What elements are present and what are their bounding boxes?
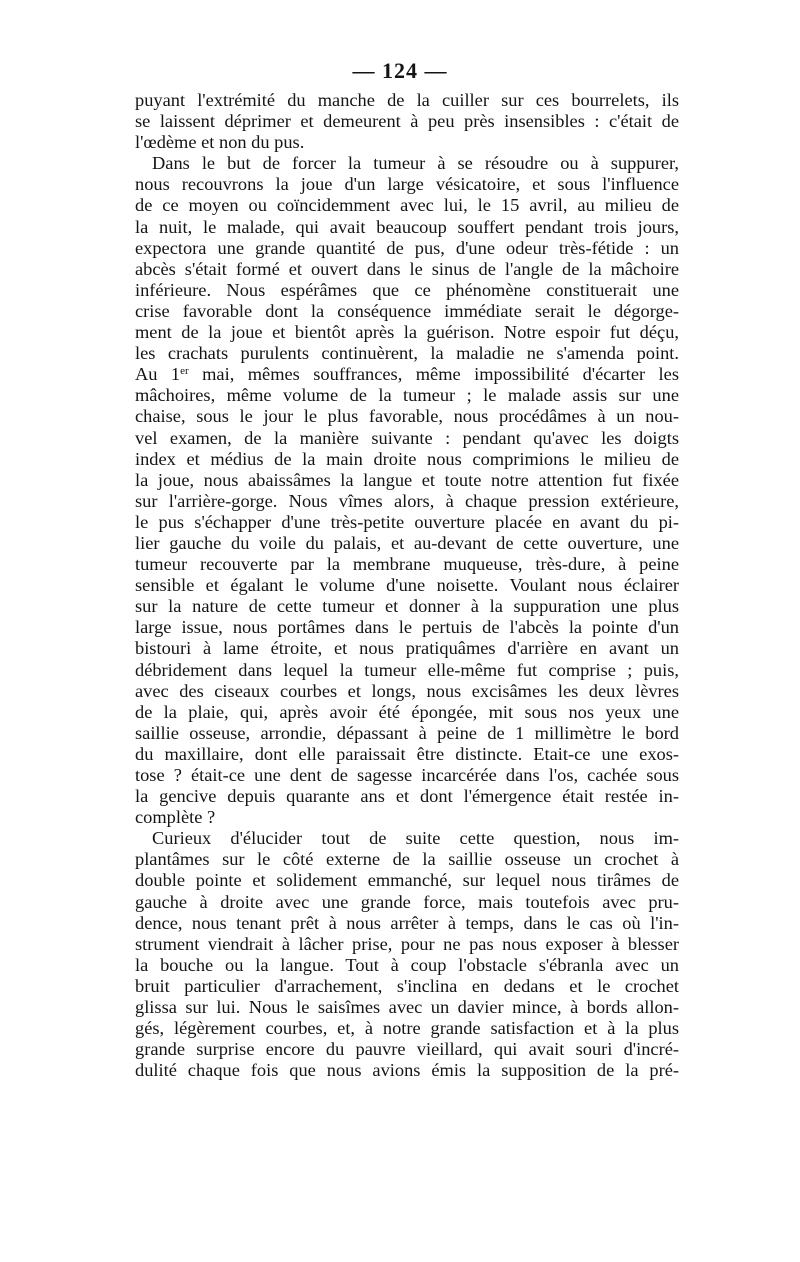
- text-line: vel examen, de la manière suivante : pendant qu'avec les doigts: [135, 427, 679, 448]
- text-line: de ce moyen ou coïncidemment avec lui, le 15 avril, au milieu de: [135, 195, 679, 216]
- text-line: complète ?: [135, 807, 216, 828]
- text-line: chaise, sous le jour le plus favorable, nous procédâmes à un nou-: [135, 406, 679, 427]
- text-line: le pus s'échapper d'une très-petite ouverture placée en avant du pi-: [135, 511, 679, 532]
- text-line: la joue, nous abaissâmes la langue et toute notre attention fut fixée: [135, 469, 679, 490]
- text-line: bruit particulier d'arrachement, s'inclina en dedans et le crochet: [135, 975, 679, 996]
- text-line: la nuit, le malade, qui avait beaucoup souffert pendant trois jours,: [135, 216, 679, 237]
- paragraph: [135, 90, 679, 153]
- text-line: Curieux d'élucider tout de suite cette question, nous im-: [152, 828, 679, 849]
- text-line: l'œdème et non du pus.: [135, 132, 305, 153]
- text-line: abcès s'était formé et ouvert dans le sinus de l'angle de la mâchoire: [135, 258, 679, 279]
- text-line: glissa sur lui. Nous le saisîmes avec un davier mince, à bords allon-: [135, 997, 679, 1018]
- text-line: lier gauche du voile du palais, et au-devant de cette ouverture, une: [135, 532, 679, 553]
- text-line: avec des ciseaux courbes et longs, nous excisâmes les deux lèvres: [135, 680, 679, 701]
- text-line: sur la nature de cette tumeur et donner à la suppuration une plus: [135, 596, 679, 617]
- text-line: dence, nous tenant prêt à nous arrêter à temps, dans le cas où l'in-: [135, 912, 679, 933]
- text-line: du maxillaire, dont elle paraissait être distincte. Etait-ce une exos-: [135, 743, 679, 764]
- text-line: double pointe et solidement emmanché, sur lequel nous tirâmes de: [135, 870, 679, 891]
- text-line: mâchoires, même volume de la tumeur ; le malade assis sur une: [135, 385, 679, 406]
- text-line: grande surprise encore du pauvre vieillard, qui avait souri d'incré-: [135, 1039, 679, 1060]
- text-line: Au 1er mai, mêmes souffrances, même impossibilité d'écarter les: [135, 364, 679, 385]
- text-line: crise favorable dont la conséquence immédiate serait le dégorge-: [135, 300, 679, 321]
- page-number: — 124 —: [352, 58, 448, 83]
- text-line: la gencive depuis quarante ans et dont l'émergence était restée in-: [135, 786, 679, 807]
- text-line: dulité chaque fois que nous avions émis la supposition de la pré-: [135, 1060, 679, 1081]
- text-line: se laissent déprimer et demeurent à peu près insensibles : c'était de: [135, 111, 679, 132]
- text-line: plantâmes sur le côté externe de la saillie osseuse un crochet à: [135, 849, 679, 870]
- text-line: large issue, nous portâmes dans le pertuis de l'abcès la pointe d'un: [135, 617, 679, 638]
- text-line: strument viendrait à lâcher prise, pour ne pas nous exposer à blesser: [135, 933, 679, 954]
- text-line: de la plaie, qui, après avoir été épongée, mit sous nos yeux une: [135, 701, 679, 722]
- text-line: index et médius de la main droite nous comprimions le milieu de: [135, 448, 679, 469]
- text-line: la bouche ou la langue. Tout à coup l'obstacle s'ébranla avec un: [135, 954, 679, 975]
- body-text: [135, 90, 679, 1081]
- text-line: bistouri à lame étroite, et nous pratiquâmes d'arrière en avant un: [135, 638, 679, 659]
- paragraph: [135, 828, 679, 1081]
- text-line: ment de la joue et bientôt après la guérison. Notre espoir fut déçu,: [135, 322, 679, 343]
- text-line: tose ? était-ce une dent de sagesse incarcérée dans l'os, cachée sous: [135, 765, 679, 785]
- text-line: puyant l'extrémité du manche de la cuiller sur ces bourrelets, ils: [135, 90, 679, 110]
- text-line: inférieure. Nous espérâmes que ce phénomène constituerait une: [135, 279, 679, 300]
- text-line: expectora une grande quantité de pus, d'une odeur très-fétide : un: [135, 237, 679, 258]
- text-line: débridement dans lequel la tumeur elle-même fut comprise ; puis,: [135, 659, 679, 680]
- text-line: tumeur recouverte par la membrane muqueuse, très-dure, à peine: [135, 554, 679, 575]
- paragraph: [135, 153, 679, 828]
- text-line: Dans le but de forcer la tumeur à se résoudre ou à suppurer,: [152, 153, 679, 174]
- text-line: gés, légèrement courbes, et, à notre grande satisfaction et à la plus: [135, 1018, 679, 1039]
- text-line: saillie osseuse, arrondie, dépassant à peine de 1 millimètre le bord: [135, 722, 679, 743]
- text-line: les crachats purulents continuèrent, la maladie ne s'amenda point.: [135, 343, 679, 364]
- text-line: sur l'arrière-gorge. Nous vîmes alors, à chaque pression extérieure,: [135, 490, 679, 511]
- text-line: nous recouvrons la joue d'un large vésicatoire, et sous l'influence: [135, 174, 679, 195]
- text-line: sensible et égalant le volume d'une noisette. Voulant nous éclairer: [135, 575, 679, 596]
- text-line: gauche à droite avec une grande force, mais toutefois avec pru-: [135, 891, 679, 912]
